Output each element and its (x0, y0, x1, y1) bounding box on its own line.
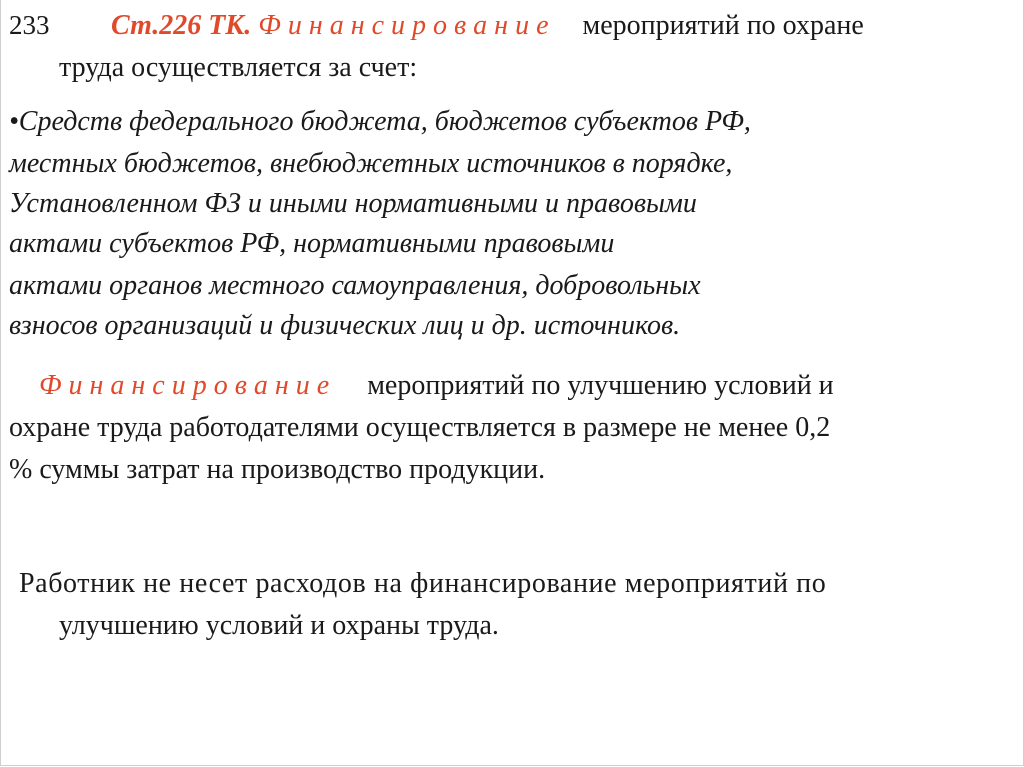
paragraph-2-line-3: Установленном ФЗ и иными нормативными и правовыми (9, 188, 697, 219)
paragraph-2-line-6: взносов организаций и физических лиц и др. источников. (9, 310, 681, 341)
paragraph-4-line-2: улучшению условий и охраны труда. (59, 610, 499, 641)
paragraph-3-line-3: % суммы затрат на производство продукции. (9, 454, 546, 485)
paragraph-1-line-2: труда осуществляется за счет: (59, 52, 418, 83)
paragraph-2-line-4: актами субъектов РФ, нормативными правовыми (9, 228, 615, 259)
paragraph-3-line-2: охране труда работодателями осуществляется в размере не менее 0,2 (9, 412, 831, 443)
paragraph-1-line-1-rest: мероприятий по охране (582, 10, 864, 41)
financing-keyword-2: Ф и н а н с и р о в а н и е (39, 370, 330, 401)
paragraph-3-line-1 (39, 368, 834, 404)
financing-keyword-1: Ф и н а н с и р о в а н и е (258, 10, 549, 41)
paragraph-4-line-1: Работник не несет расходов на финансирование мероприятий по (19, 568, 827, 599)
article-reference: Ст.226 ТК. (111, 10, 252, 41)
paragraph-3-line-1-rest: мероприятий по улучшению условий и (367, 370, 834, 401)
slide-number: 233 (9, 10, 50, 40)
paragraph-2-line-5: актами органов местного самоуправления, добровольных (9, 270, 701, 301)
paragraph-2-line-1: •Средств федерального бюджета, бюджетов субъектов РФ, (9, 106, 751, 137)
paragraph-2-line-2: местных бюджетов, внебюджетных источников в порядке, (9, 148, 733, 179)
paragraph-1-line-1 (111, 8, 864, 44)
